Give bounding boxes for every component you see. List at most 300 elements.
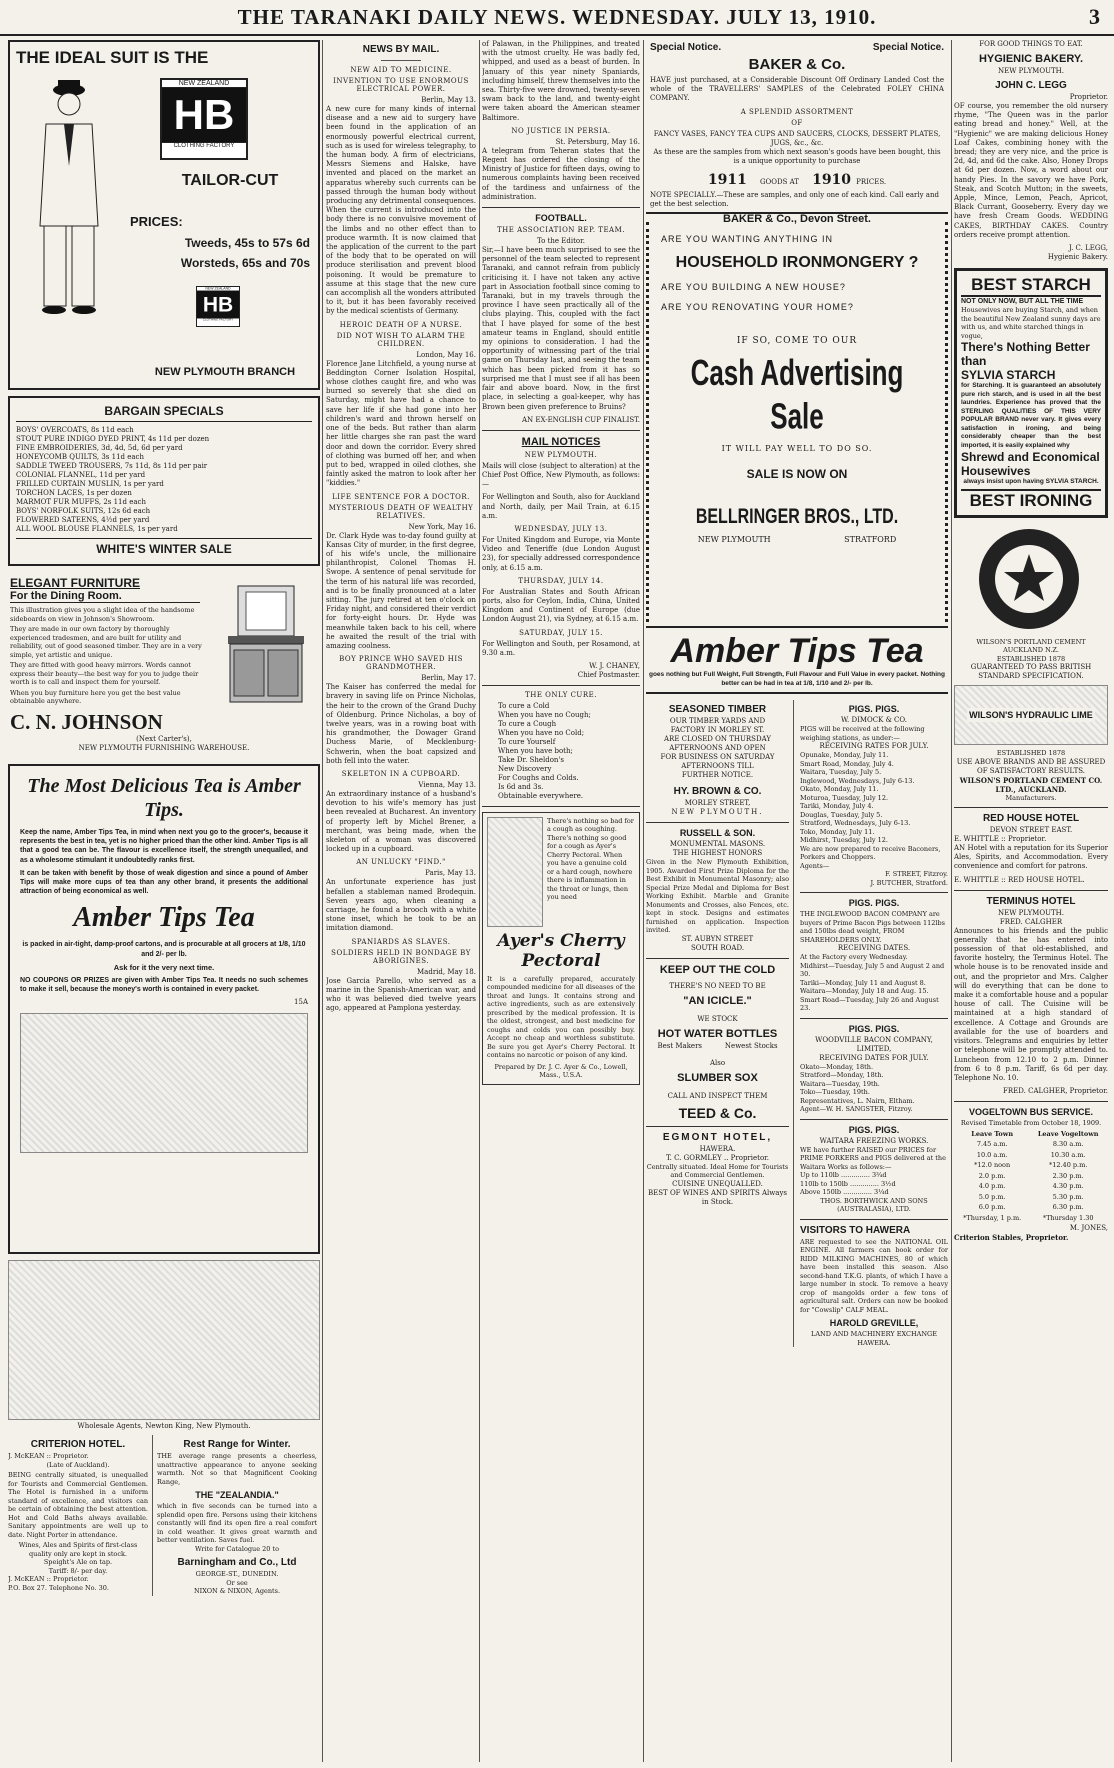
cold-head: KEEP OUT THE COLD (659, 963, 776, 976)
pigs-waitara-ad (800, 1125, 948, 1214)
baker-goods-at: GOODS AT (759, 177, 799, 186)
baker-year-2: 1910 (812, 171, 852, 188)
terminus-hotel-ad (954, 896, 1108, 1096)
starch-now: NOT ONLY NOW, BUT ALL THE TIME (961, 298, 1084, 306)
pigs1-prepared: We are now prepared to receive Baconers, Porkers and Choppers. (800, 844, 941, 861)
bus-cell: 8.30 a.m. (1052, 1140, 1084, 1149)
amber-no-coupons: NO COUPONS OR PRIZES are given with Amber Tips Tea. It needs no such schemes to make it sell, because the money's worth is contained in every packet. (20, 976, 308, 994)
visitors-body: ARE requested to see the NATIONAL OIL ENGINE. All farmers can book order for RIDD MILKING MACHINES, 80 of which have been installed this season. Also second-hand T.K.G. plants, of which I have a large number in stock. To remove a heavy crop of mangolds order a few tons of agricultural salt. Orders can now be booked for "Cowslip" CALF MEAL. (800, 1237, 948, 1314)
criterion-title: CRITERION HOTEL. (30, 1439, 126, 1450)
baker-year-1: 1911 (707, 171, 747, 188)
starch-body: for Starching. It is guaranteed an absolutely pure rich starch, and is used in all the best laundries. Experience has proved that the STERLING QUALITIES OF THIS VERY POPULAR BRAND never vary. It gives every satisfaction in ironing, and being considerably cheaper than the best imported, it is easily explained why (961, 382, 1101, 449)
hammock-caption: Wholesale Agents, Newton King, New Plymouth. (77, 1422, 251, 1430)
cure-line: Take Dr. Sheldon's (498, 755, 564, 764)
wilson-cement-ad (954, 524, 1108, 803)
hb-logo-top: NEW ZEALAND (162, 80, 246, 88)
furniture-title: ELEGANT FURNITURE (10, 576, 140, 590)
visitors-head: VISITORS TO HAWERA (800, 1224, 911, 1236)
pigs1-firm: W. DIMOCK & CO. (841, 716, 907, 724)
cement-firm: WILSON'S PORTLAND CEMENT CO. LTD., AUCKLAND. (959, 775, 1103, 794)
furniture-ad (8, 572, 320, 764)
baker-of: OF (791, 118, 803, 127)
baker-special-right: Special Notice. (872, 42, 944, 53)
pigs1-line: Douglas, Tuesday, July 5. (800, 810, 883, 819)
cement-est-2: ESTABLISHED 1878 (996, 749, 1066, 758)
column-rule (322, 40, 323, 1762)
pigs3-line: Toko—Tuesday, 19th. (800, 1088, 870, 1096)
hygienic-body: OF course, you remember the old nursery rhyme, "The Queen was in the parlor eating bread and honey." Well, at the "Hygienic" we are making delicious Honey Loaf Cakes, combining honey with the bread; they are very nice, and the price is 2d, 4d, and 6d the cake. Also, Honey Drops at 6d per dozen. Now, a word about our handy Pies. In the savory we have Pork, Steak, and Scotch Mutton; in the sweets, Apple, Mince, Lemon, Peach, Apricot, Black Currant, Gooseberry. Every day we have fresh Cream Goods. WEDDING CAKES, BIRTHDAY CAKES. Country orders receive prompt attention. (954, 102, 1108, 239)
pigs2-line: At the Factory every Wednesday. (800, 953, 908, 961)
egmont-town: HAWERA. (699, 1144, 736, 1153)
bargain-item: HONEYCOMB QUILTS, 3s 11d each (16, 453, 144, 461)
amber-tips-tea-ad (8, 764, 320, 1254)
baker-items: FANCY VASES, FANCY TEA CUPS AND SAUCERS, CLOCKS, DESSERT PLATES, JUGS, &c., &c. (653, 129, 941, 147)
ayer-body-2: It is a carefully prepared, accurately compounded medicine for all diseases of the throat and lungs. It contains strong and active ingredients, such as are extensively prescribed by the medical profession. It is the oldest, strongest, and best medicine for coughs and colds you can possibly buy. Accept no cheap and worthless substitute. Be sure you get Ayer's Cherry Pectoral. It contains no narcotic or poison of any kind. (487, 974, 635, 1060)
criterion-sig: J. McKEAN :: Proprietor. (8, 1575, 89, 1583)
persia-date: St. Petersburg, May 16. (555, 137, 640, 146)
cure-line: To cure a Cold (498, 701, 550, 710)
baker-name: BAKER & Co. (748, 56, 846, 73)
column-rule (951, 40, 952, 1762)
johnson-name: C. N. JOHNSON (10, 709, 163, 734)
hb-logo-letters: HB (197, 291, 239, 318)
cold-hwb: HOT WATER BOTTLES (657, 1027, 778, 1040)
bus-cell: 2.30 p.m. (1052, 1171, 1084, 1180)
pigs1-line: Stratford, Wednesdays, July 6-13. (800, 819, 911, 827)
news-s1-sub: INVENTION TO USE ENORMOUS ELECTRICAL POWER. (333, 77, 469, 93)
range-body-2: which in five seconds can be turned into a splendid open fire. Persons using their kitchens constantly will find its open fire a real comfort in cold weather. It gives great warmth and better ventilation. Saves fuel. (157, 1502, 317, 1544)
mail-head: MAIL NOTICES (521, 435, 601, 448)
range-agents: NIXON & NIXON, Agents. (193, 1587, 281, 1595)
bus-cell: *Thursday, 1 p.m. (963, 1213, 1022, 1222)
cure-head: THE ONLY CURE. (525, 690, 597, 699)
bell-town-1: NEW PLYMOUTH (697, 535, 771, 544)
pigs3-rep: Representatives, L. Nairn, Eltham. (800, 1096, 915, 1105)
baker-note-2: NOTE SPECIALLY.—These are samples, and only one of each kind. Call early and get the best selection. (650, 190, 939, 208)
baker-assort: A SPLENDID ASSORTMENT (740, 107, 854, 116)
worsteds-price: Worsteds, 65s and 70s (180, 256, 310, 270)
baker-note: As these are the samples from which next season's goods have been bought, this is a unique opportunity to purchase (653, 147, 941, 165)
bargain-footer: WHITE'S WINTER SALE (16, 538, 312, 556)
cure-line: When you have both; (498, 746, 573, 755)
starch-head: BEST STARCH (961, 275, 1101, 297)
woman-illustration (487, 817, 543, 927)
pigs1-agent-2: J. BUTCHER, Stratford. (870, 878, 948, 887)
pigs4-head: PIGS. PIGS. (848, 1124, 900, 1135)
mail-d2: THURSDAY, JULY 14. (518, 576, 604, 585)
terminus-town: NEW PLYMOUTH. (998, 908, 1064, 917)
hb-suit-ad (8, 40, 320, 390)
news-s3-sub: MYSTERIOUS DEATH OF WEALTHY RELATIVES. (328, 503, 474, 520)
mail-place: NEW PLYMOUTH. (524, 450, 598, 459)
bell-q1: ARE YOU WANTING ANYTHING IN (661, 234, 834, 244)
pigs1-line: Opunake, Monday, July 11. (800, 751, 889, 759)
starch-intro: Housewives are buying Starch, and when the beautiful New Zealand sunny days are with us, and white starched things in vogue, (961, 306, 1101, 340)
keep-out-cold-ad (646, 964, 789, 1121)
cement-seal (954, 524, 1104, 634)
bargain-specials-ad (8, 396, 320, 566)
starch-foot: BEST IRONING (961, 489, 1101, 511)
bus-row (956, 1214, 1106, 1223)
ayer-ad (482, 812, 640, 1085)
news-title: NEWS BY MAIL. (362, 44, 440, 55)
vogeltown-bus-ad (954, 1107, 1108, 1242)
bell-sale: Cash Advertising Sale (690, 351, 904, 437)
news-s5-body: An extraordinary instance of a husband's devotion to his wife's memory has just been revealed at Bucharest. An inventory of property left by Michel Brener, a merchant, was being made, when the skeleton of a woman was discovered locked up in a cupboard. (326, 789, 476, 854)
furniture-p4: When you buy furniture here you get the best value obtainable anywhere. (10, 688, 181, 705)
bell-pay: IT WILL PAY WELL TO DO SO. (721, 444, 873, 453)
criterion-hotel-ad (8, 1435, 153, 1596)
news-continued: of Palawan, in the Philippines, and treated with the utmost cruelty. He was badly fed, whipped, and used as a beast of burden. In January of this year ninety Spaniards, including himself, threw themselves into the sea. Thirty-five were drowned, twenty-seven swam back to the land, and twenty-eight were taken aboard the American steamer Baltimore. (482, 40, 640, 122)
bus-cell: 5.30 p.m. (1052, 1192, 1084, 1201)
bus-row (956, 1151, 1106, 1160)
hygienic-bakery-ad (954, 40, 1108, 262)
cure-line: When you have no Cold; (498, 728, 585, 737)
bell-town-2: STRATFORD (844, 535, 897, 544)
bus-rev: Revised Timetable from October 18, 1909. (960, 1119, 1102, 1128)
hygienic-role: Proprietor. (1069, 93, 1108, 101)
pigs1-line: Midhirst, Tuesday, July 12. (800, 836, 888, 844)
pigs2-line: Smart Road—Tuesday, July 26 and August 23. (800, 995, 939, 1012)
pigs4-rate-1: Up to 110lb .............. 3¾d (800, 1171, 887, 1179)
cold-also: Also (709, 1058, 726, 1067)
cement-use: USE ABOVE BRANDS AND BE ASSURED OF SATISFACTORY RESULTS. (956, 757, 1106, 775)
pigs3-rec: RECEIVING DATES FOR JULY. (819, 1053, 929, 1062)
column-3 (482, 40, 640, 1762)
cure-list (482, 702, 640, 801)
bus-cell: 7.45 a.m. (976, 1140, 1008, 1149)
hygienic-town: NEW PLYMOUTH. (998, 67, 1064, 75)
redhouse-body: AN Hotel with a reputation for its Superior Ales, Spirits, and Accommodation. Every convenience and comfort for patrons. (954, 844, 1108, 871)
cure-line: New Discovery (498, 764, 552, 773)
mail-2: For United Kingdom and Europe, via Monte Video and Teneriffe (due London August 23), for specially addressed correspondence only, at 6.15 a.m. (482, 535, 640, 572)
ayer-footer: Prepared by Dr. J. C. Ayer & Co., Lowell, Mass., U.S.A. (494, 1062, 628, 1080)
furniture-p1: This illustration gives you a slight idea of the handsome sideboards on view in Johnson's Showroom. (10, 606, 195, 623)
cold-newest: Newest Stocks (724, 1041, 778, 1050)
tweeds-price: Tweeds, 45s to 57s 6d (184, 236, 310, 250)
hb-logo (160, 78, 248, 160)
pigs1-head: PIGS. PIGS. (848, 704, 900, 714)
timber-firm: HY. BROWN & CO. (673, 786, 762, 797)
football-sub: THE ASSOCIATION REP. TEAM. (496, 226, 626, 235)
news-s7-date: Madrid, May 18. (417, 967, 476, 976)
sylvia-starch-ad (954, 268, 1108, 518)
bell-now: SALE IS NOW ON (746, 467, 848, 481)
terminus-body: Announces to his friends and the public generally that he has entered into possession of that old-established, and favorite hostelry, the Terminus Hotel. The whole house is to be renovated inside and out, and the proprietor and Mrs. Calgher will do everything that can be done to make it a comfortable house and a popular house of call. The Cuisine will be maintained at a high standard of excellence. A Cottage and Grounds are available for the use of boarders and visitors. Telegrams and enquiries by letter or telephone will be promptly attended to. Luncheon from 12.10 to 2 p.m. Dinner from 6 to 8 p.m. Tariff, 6s 6d per day. Telephone No. 10. (954, 926, 1108, 1082)
pigs-inglewood-ad (800, 898, 948, 1013)
range-or-see: Or see (226, 1578, 248, 1587)
timber-line: OUR TIMBER YARDS AND (669, 717, 766, 725)
amber-body-3: is packed in air-tight, damp-proof cartons, and is procurable at all grocers at 1/8, 1/10 and 2/- per lb. (22, 941, 306, 958)
lime-barrel (954, 685, 1108, 745)
news-s3-body: Dr. Clark Hyde was to-day found guilty at Kansas City of murder, in the first degree, of his wife's uncle, the millionaire philanthropist, Colonel Thomas H. Swope. A sentence of penal servitude for the term of his natural life was recorded, and is to be finally pronounced at a later sitting. The jury retired at ten o'clock on Friday night, and considered their verdict for forty-eight hours. Dr. Hyde was meanwhile taken back to his cell, where he awaited the result of the trial with amazing coolness. (326, 531, 476, 650)
cold-sox: SLUMBER SOX (677, 1071, 758, 1084)
persia-body: A telegram from Teheran states that the Regent has ordered the closing of the Ministry of Justice for fifteen days, owing to numerous complaints having been received of the tardiness and unfairness of the administration. (482, 146, 640, 201)
bargain-item: BOYS' OVERCOATS, 8s 11d each (16, 426, 134, 434)
cure-line: Is 6d and 3s. (498, 782, 544, 791)
russell-honors: THE HIGHEST HONORS (672, 849, 763, 857)
amber-banner-line: goes nothing but Full Weight, Full Strength, Full Flavour and Full Value in every packet. Nothing better can be had in tea at 1/8, 1/10 and 2/- per lb. (648, 671, 945, 687)
pigs1-lines (800, 751, 948, 845)
baker-ad (646, 40, 948, 225)
pigs3-line: Stratford—Monday, 18th. (800, 1071, 884, 1079)
pigs1-line: Moturoa, Tuesday, July 12. (800, 793, 889, 802)
news-s1-date: Berlin, May 13. (421, 96, 476, 104)
news-s5-head: SKELETON IN A CUPBOARD. (341, 769, 461, 778)
column-4 (646, 40, 948, 1762)
column-rule (643, 40, 644, 1762)
range-address: GEORGE-ST., DUNEDIN. (195, 1570, 279, 1578)
bus-cell: 6.0 p.m. (978, 1203, 1006, 1212)
terminus-sig: FRED. CALGHER, Proprietor. (1003, 1087, 1108, 1096)
bus-cell: *12.0 noon (974, 1161, 1011, 1170)
cold-need: THERE'S NO NEED TO BE (669, 981, 766, 990)
pigs1-agents: Agents— (800, 861, 830, 870)
col4-left (646, 700, 794, 1347)
bargain-item: ALL WOOL BLOUSE FLANNELS, 1s per yard (16, 525, 178, 533)
sideboard-illustration (218, 578, 314, 708)
news-s3-date: New York, May 16. (408, 522, 476, 531)
pigs2-line: Midhirst—Tuesday, July 5 and August 2 and 30. (800, 961, 945, 978)
mail-4: For Wellington and South, per Rosamond, at 9.30 a.m. (482, 639, 640, 657)
pigs4-rate-3: Above 150lb .............. 3¼d (800, 1188, 889, 1196)
pigs1-line: Tariki, Monday, July 4. (800, 802, 874, 810)
bus-title: VOGELTOWN BUS SERVICE. (968, 1107, 1094, 1118)
cement-manuf: Manufacturers. (1005, 793, 1057, 802)
pigs2-body: THE INGLEWOOD BACON COMPANY are buyers of Prime Bacon Pigs between 112lbs and 150lbs dead weight, FROM SHAREHOLDERS ONLY. (800, 910, 945, 944)
cement-seal-town: AUCKLAND N.Z. (1003, 646, 1059, 655)
bus-row (956, 1193, 1106, 1202)
bell-firm: BELLRINGER BROS., LTD. (695, 506, 899, 529)
timber-line: FOR BUSINESS ON SATURDAY AFTERNOONS TILL (660, 753, 775, 770)
pigs1-line: Smart Road, Monday, July 4. (800, 759, 894, 768)
russell-trade: MONUMENTAL MASONS. (669, 840, 766, 848)
baker-special-left: Special Notice. (650, 42, 722, 53)
column-5 (954, 40, 1108, 1762)
pigs3-head: PIGS. PIGS. (848, 1023, 900, 1034)
amber-headline: The Most Delicious Tea is Amber Tips. (27, 775, 301, 821)
hygienic-top: FOR GOOD THINGS TO EAT. (979, 40, 1083, 48)
news-s6-head: AN UNLUCKY "FIND." (356, 858, 446, 867)
news-s6-body: An unfortunate experience has just befallen a stableman named Brodequin. Seven years ago, when cleaning a carriage, he found a brooch with a white stone inset, which he took to be an imitation diamond. (326, 878, 476, 933)
bargain-item: FRILLED CURTAIN MUSLIN, 1s per yard (16, 480, 164, 488)
pigs2-line: Tariki—Monday, July 11 and August 8. (800, 978, 926, 987)
news-s3-head: LIFE SENTENCE FOR A DOCTOR. (332, 492, 470, 501)
bus-cell: 10.0 a.m. (976, 1150, 1008, 1159)
egmont-body: Centrally situated. Ideal Home for Tourists and Commercial Gentlemen. (646, 1162, 789, 1179)
bargain-item: MARMOT FUR MUFFS, 2s 11d each (16, 498, 146, 506)
bus-row (956, 1172, 1106, 1181)
ayer-body: There's nothing so bad for a cough as coughing. There's nothing so good for a cough as Ayer's Cherry Pectoral. When you have a genuine cold or a hard cough, nowhere there is inflammation in the throat or lungs, then you need (547, 816, 634, 902)
bell-come: IF SO, COME TO OUR (736, 336, 858, 346)
range-catalogue: Write for Catalogue 20 to (194, 1544, 280, 1553)
pigs1-line: Okato, Monday, July 11. (800, 785, 879, 793)
pigs2-lines (800, 953, 948, 1013)
visitors-name: HAROLD GREVILLE, (829, 1318, 919, 1328)
bus-cell: 2.0 p.m. (978, 1171, 1006, 1180)
bus-col-2: Leave Vogeltown (1037, 1129, 1099, 1138)
pigs4-firm: WAITARA FREEZING WORKS. (819, 1136, 929, 1145)
football-head: FOOTBALL. (535, 213, 587, 224)
furniture-p3: They are fitted with good heavy mirrors. Words cannot express their beauty—the best way for you to judge their worth is to call and inspect them for yourself. (10, 661, 199, 686)
news-s7-sub: SOLDIERS HELD IN BONDAGE BY ABORIGINES. (331, 948, 471, 965)
bargain-item: BOYS' NORFOLK SUITS, 12s 6d each (16, 507, 151, 515)
amber-body-1: Keep the name, Amber Tips Tea, in mind when next you go to the grocer's, because it represents the best in tea, yet is no higher priced than the other kind. Amber Tips is all that a good tea can be. The flavour is excellence itself, the strength unequalled, and as a wholesome stimulant it undoubtedly ranks first. (20, 829, 308, 864)
pigs3-lines (800, 1063, 948, 1097)
visitors-firm: LAND AND MACHINERY EXCHANGE (811, 1330, 937, 1338)
russell-name: RUSSELL & SON. (679, 828, 756, 838)
range-body: THE average range presents a cheerless, unattractive appearance to anyone seeking warmth. Not so that Magnificent Cooking Range, (157, 1452, 317, 1486)
pigs2-line: Waitara—Monday, July 18 and Aug. 15. (800, 987, 929, 995)
column-1 (8, 40, 320, 1762)
news-s2-sub: DID NOT WISH TO ALARM THE CHILDREN. (336, 331, 466, 348)
masthead (0, 0, 1114, 36)
johnson-note: (Next Carter's), (136, 734, 192, 743)
pigs4-firm-2: THOS. BORTHWICK AND SONS (AUSTRALASIA), LTD. (820, 1196, 928, 1213)
egmont-owner: T. C. GORMLEY .. Proprietor. (665, 1153, 769, 1162)
egmont-wines: BEST OF WINES AND SPIRITS Always in Stock. (648, 1188, 787, 1206)
cure-line: For Coughs and Colds. (498, 773, 579, 782)
bus-cell: 10.30 a.m. (1050, 1150, 1086, 1159)
hb-logo-bottom: CLOTHING FACTORY (197, 318, 239, 322)
range-title: Rest Range for Winter. (183, 1439, 291, 1450)
timber-line: FACTORY IN MORLEY ST. (670, 726, 765, 734)
egmont-cuisine: CUISINE UNEQUALLED. (672, 1179, 763, 1188)
russell-body: Given in the New Plymouth Exhibition, 1905. Awarded First Prize Diploma for the Best Exhibit in Monumental Masonry; also Special Prize Medal and Diploma for Best Working Exhibit. Marble and Granite Monuments and Crosses, also Fences, etc. kept in stock. Designs and estimates furnished on application. Inspection invited. (646, 858, 789, 934)
amber-body-2: It can be taken with benefit by those of weak digestion and since a pound of Amber Tips will make more cups of tea than any other brand, it presents the additional attraction of being economical as well. (20, 869, 308, 896)
criterion-owner-note: (Late of Auckland). (46, 1460, 110, 1469)
bus-row (956, 1182, 1106, 1191)
hb-headline: THE IDEAL SUIT IS THE (16, 48, 209, 67)
pigs3-line: Waitara—Tuesday, 19th. (800, 1079, 880, 1088)
tea-illustration (20, 1013, 308, 1153)
timber-town: NEW PLYMOUTH. (671, 808, 764, 816)
hygienic-owner: JOHN C. LEGG (995, 80, 1067, 91)
timber-head: SEASONED TIMBER (668, 704, 767, 715)
criterion-body: BEING centrally situated, is unequalled for Tourists and Commercial Gentlemen. The Hotel is furnished in a uniform standard of excellence, and visitors can be certain of obtaining the best attention. Hot and Cold Baths always available. Sanitary appointments are well up to date. Night Porter in attendance. (8, 1471, 148, 1539)
mail-1: For Wellington and South, also for Auckland and North, daily, per Mail Train, at 6.15 a.m. (482, 493, 640, 520)
terminus-owner: FRED. CALGHER (999, 917, 1063, 926)
bargain-title: BARGAIN SPECIALS (16, 404, 312, 422)
col4-right (800, 700, 948, 1347)
criterion-tariff: Tariff: 8/- per day. (48, 1566, 108, 1575)
cold-stock: WE STOCK (697, 1014, 738, 1023)
news-s1-head: NEW AID TO MEDICINE. (350, 66, 452, 74)
range-ad (157, 1435, 317, 1596)
news-s4-date: Berlin, May 17. (421, 674, 476, 683)
redhouse-owner: E. WHITTLE :: Proprietor. (954, 835, 1047, 844)
hb-logo-small (196, 286, 240, 327)
cure-line: When you have no Cough; (498, 710, 591, 719)
bargain-item: FLOWERED SATEENS, 4½d per yard (16, 516, 150, 524)
timber-ad (646, 704, 789, 817)
starch-shrewd: Shrewd and Economical Housewives (961, 450, 1100, 479)
news-s5-date: Vienna, May 13. (418, 780, 476, 789)
news-s2-date: London, May 16. (416, 350, 476, 359)
column-2-news (326, 40, 476, 1762)
pigs3-firm: WOODVILLE BACON COMPANY, LIMITED, (815, 1035, 933, 1053)
mail-intro: Mails will close (subject to alteration) at the Chief Post Office, New Plymouth, as follows:— (482, 461, 640, 489)
news-s2-head: HEROIC DEATH OF A NURSE. (339, 320, 463, 329)
football-body: Sir,—I have been much surprised to see the personnel of the team selected to represent Taranaki, and cannot refrain from publicly criticising it. I have not taken any active part in Association football since coming to Taranaki, but in my travels through the province I have seen practically all of the clubs playing. This, coupled with the fact that I have played for some of the best amateur teams in England, should entitle my opinions to consideration. I had the opportunity of witnessing part of the trial game on Thursday last, and seeing the team which has been picked from it has so surprised me that I must see if all has been fair and above board. Now, in the first place, in selecting a goal-keeper, why has Brown been given preference to Bruins? (482, 246, 640, 411)
russell-address: ST. AUBYN STREET (681, 934, 754, 943)
news-s7-head: SPANIARDS AS SLAVES. (351, 937, 451, 946)
timber-line: FURTHER NOTICE. (681, 771, 754, 779)
bargain-item: COLONIAL FLANNEL, 11d per yard (16, 471, 146, 479)
criterion-box: P.O. Box 27. Telephone No. 30. (8, 1583, 109, 1592)
furniture-p2: They are made in our own factory by thoroughly experienced tradesmen, and are built for utility and reliability, out of good seasoned timber. They are in a very simple, yet artistic and unique. (10, 625, 202, 659)
news-s4-body: The Kaiser has conferred the medal for bravery in saving life on Prince Nicholas, the heir to the crown of the Grand Duchy of Oldenburg. Prince Nicholas, a boy of twelve years, was in a rowing boat with his grandmother, the Dowager Grand Duchess Marie, of Mecklenburg-Schwerin, when the boat capsized and both fell into the water. (326, 683, 476, 765)
pigs2-rec: RECEIVING DATES. (837, 944, 911, 952)
pigs4-body: WE have further RAISED our PRICES for PRIME PORKERS and PIGS delivered at the Waitara Works as follows:— (800, 1145, 946, 1171)
bell-big: HOUSEHOLD IRONMONGERY ? (675, 254, 919, 271)
hb-logo-letters: HB (162, 88, 246, 142)
pigs1-agent-1: F. STREET, Fitzroy. (885, 870, 948, 878)
cement-est: ESTABLISHED 1878 (996, 654, 1066, 663)
mail-d1: WEDNESDAY, JULY 13. (514, 524, 608, 533)
bus-cell: 6.30 p.m. (1052, 1203, 1084, 1212)
redhouse-name: RED HOUSE HOTEL (982, 813, 1080, 825)
bus-cell: *12.40 p.m. (1048, 1161, 1088, 1170)
man-in-suit-illustration (24, 76, 114, 316)
cement-seal-text: WILSON'S PORTLAND CEMENT (976, 637, 1086, 646)
bus-row (956, 1140, 1106, 1149)
bargain-item: STOUT PURE INDIGO DYED PRINT, 4s 11d per dozen (16, 435, 210, 443)
timber-line: AFTERNOONS AND OPEN (669, 744, 766, 752)
column-rule (479, 40, 480, 1762)
red-house-hotel-ad (954, 813, 1108, 885)
criterion-wines: Wines, Ales and Spirits of first-class quality only are kept in stock. (18, 1541, 138, 1558)
ayer-brand: Ayer's Cherry Pectoral (497, 930, 625, 971)
starch-brand: SYLVIA STARCH (961, 368, 1056, 383)
pigs1-line: Inglewood, Wednesdays, July 6-13. (800, 776, 915, 785)
bargain-item: FINE EMBROIDERIES, 3d, 4d, 5d, 6d per yard (16, 444, 183, 452)
news-s1-body: A new cure for many kinds of internal disease and a new aid to surgery have been found in the application of an enormously powerful electrical current, such as is used for wireless telegraphy, to the human body. A firm of electricians, Messrs Siemens and Halske, have invented and placed on the market an apparatus whereby such currents can be passed through the human body without producing any detrimental consequences. When the current is introduced into the body there is no convulsive movement of the limbs and no other effect than to produce warmth. It is now claimed that the application of the current to the part of the body that to be operated on will produce sterilisation and prevent blood poisoning. It would be premature to assume at this stage that the new cure can accomplish all the wonders attributed to it, but it has been favorably received by the medical scientists of Germany. (326, 105, 476, 316)
furniture-footer: NEW PLYMOUTH FURNISHING WAREHOUSE. (78, 743, 250, 752)
russell-ad (646, 828, 789, 953)
baker-body: HAVE just purchased, at a Considerable Discount Off Ordinary Landed Cost the whole of the TRAVELLERS' SAMPLES of the Celebrated FOLEY CHINA COMPANY. (650, 76, 944, 103)
bus-sig: M. JONES, (1069, 1224, 1108, 1233)
branch: NEW PLYMOUTH BRANCH (154, 366, 296, 378)
russell-address-2: SOUTH ROAD. (690, 943, 745, 952)
amber-brand: Amber Tips Tea (73, 902, 255, 934)
cement-hyd: WILSON'S HYDRAULIC LIME (969, 710, 1093, 721)
mail-3: For Australian States and South African ports, also for Ceylon, India, China, United Kingdom and Continent of Europe (due London August 21), via Sydney, at 6.15 a.m. (482, 587, 640, 624)
amber-banner-ad (646, 626, 948, 694)
hb-logo-top: NEW ZEALAND (197, 287, 239, 291)
bellringer-ad (646, 222, 948, 622)
bus-row (956, 1203, 1106, 1212)
criterion-speight: Speight's Ale on tap. (43, 1558, 113, 1566)
news-s2-body: Florence Jane Litchfield, a young nurse at Beddington Corner Isolation Hospital, whose clothes caught fire, and who was burned so severely that she died on Saturday, might have had a chance to save her life if she had gone into her children's ward and thrown herself on one of the beds. But rather than alarm her little charges she ran past the ward door and down the corridor. Every shred of clothing was burned off her, and when put to bed, wrapped in oiled clothes, she faintly asked the matron to look after her "kiddies." (326, 359, 476, 488)
visitors-town: HAWERA. (857, 1338, 891, 1347)
bus-cell: 4.0 p.m. (978, 1182, 1006, 1191)
pigs-woodville-ad (800, 1024, 948, 1114)
terminus-name: TERMINUS HOTEL (986, 895, 1076, 907)
redhouse-street: DEVON STREET EAST. (989, 826, 1073, 835)
baker-prices: PRICES. (856, 177, 887, 186)
egmont-hotel-ad (646, 1132, 789, 1207)
redhouse-foot: E. WHITTLE :: RED HOUSE HOTEL. (954, 875, 1085, 884)
masthead-title: THE TARANAKI DAILY NEWS. WEDNESDAY. JULY 13, 1910. (237, 4, 877, 29)
football-sig: AN EX-ENGLISH CUP FINALIST. (521, 415, 640, 424)
hammock-illustration (8, 1260, 320, 1420)
cold-call: CALL AND INSPECT THEM (667, 1091, 768, 1100)
mail-d3: SATURDAY, JULY 15. (519, 628, 603, 637)
bargain-list (16, 426, 312, 534)
pigs-dimock-ad (800, 704, 948, 887)
bus-cell: *Thursday 1.30 (1042, 1213, 1094, 1222)
